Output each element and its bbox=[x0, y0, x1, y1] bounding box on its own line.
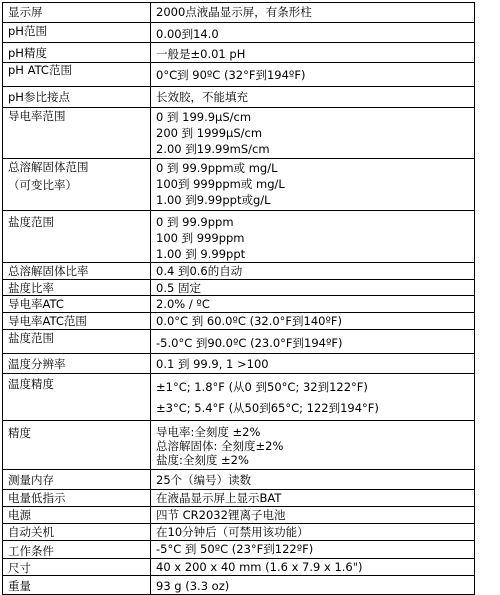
spec-label-cell bbox=[3, 280, 151, 296]
spec-value: 100 到 999ppm bbox=[156, 231, 245, 245]
spec-row bbox=[3, 43, 475, 63]
spec-label: 自动关机 bbox=[8, 525, 54, 539]
spec-label-cell bbox=[3, 108, 151, 159]
spec-value: 四节 CR2032锂离子电池 bbox=[156, 508, 286, 522]
spec-label: 电量低指示 bbox=[8, 491, 66, 505]
spec-label: 测量内存 bbox=[8, 473, 54, 487]
spec-row bbox=[3, 3, 475, 23]
spec-value: 0.5 固定 bbox=[156, 281, 201, 295]
spec-label: 盐度比率 bbox=[8, 281, 54, 295]
spec-row bbox=[3, 354, 475, 374]
spec-row bbox=[3, 559, 475, 576]
spec-label: pH ATC范围 bbox=[8, 63, 72, 77]
spec-value-cell bbox=[151, 159, 475, 211]
spec-value: 200 到 1999µS/cm bbox=[156, 126, 263, 140]
spec-row bbox=[3, 576, 475, 595]
spec-value-cell bbox=[151, 263, 475, 280]
spec-value-cell bbox=[151, 421, 475, 470]
spec-row bbox=[3, 23, 475, 43]
spec-row bbox=[3, 296, 475, 313]
spec-label-cell bbox=[3, 43, 151, 63]
spec-label-cell bbox=[3, 421, 151, 470]
spec-value-cell bbox=[151, 211, 475, 263]
spec-label: 导电率ATC bbox=[8, 297, 64, 311]
spec-value: 2000点液晶显示屏，有条形柱 bbox=[156, 5, 312, 19]
spec-label-cell bbox=[3, 87, 151, 108]
spec-label-cell bbox=[3, 263, 151, 280]
spec-label: 盐度范围 bbox=[8, 215, 54, 229]
spec-row bbox=[3, 63, 475, 87]
spec-value-cell bbox=[151, 524, 475, 541]
spec-row bbox=[3, 524, 475, 541]
spec-value-cell bbox=[151, 280, 475, 296]
spec-value: 在10分钟后（可禁用该功能） bbox=[156, 525, 309, 539]
spec-label: 显示屏 bbox=[8, 5, 43, 19]
spec-value: ±1°C; 1.8°F (从0 到50°C; 32到122°F) bbox=[156, 380, 368, 394]
spec-value: 0.0°C 到 60.0ºC (32.0°F到140ºF) bbox=[156, 314, 343, 328]
spec-label: 电源 bbox=[8, 508, 31, 522]
spec-row bbox=[3, 280, 475, 296]
spec-value: -5.0°C 到90.0ºC (23.0°F到194ºF) bbox=[156, 336, 343, 350]
spec-value-cell bbox=[151, 354, 475, 374]
spec-row bbox=[3, 263, 475, 280]
spec-value: 导电率:全刻度 ±2% bbox=[156, 425, 261, 439]
spec-label-cell bbox=[3, 374, 151, 421]
spec-label-cell bbox=[3, 159, 151, 211]
spec-value: 0 到 99.9ppm或 mg/L bbox=[156, 161, 278, 175]
spec-value-cell bbox=[151, 296, 475, 313]
spec-value-cell bbox=[151, 3, 475, 23]
spec-label: 工作条件 bbox=[8, 544, 54, 558]
spec-row bbox=[3, 541, 475, 559]
spec-value-cell bbox=[151, 576, 475, 595]
spec-value-cell bbox=[151, 43, 475, 63]
spec-row bbox=[3, 313, 475, 330]
spec-value-cell bbox=[151, 108, 475, 159]
spec-label-cell bbox=[3, 541, 151, 559]
spec-row bbox=[3, 159, 475, 211]
spec-table-body bbox=[3, 3, 475, 595]
spec-value: ±3°C; 5.4°F (从50到65°C; 122到194°F) bbox=[156, 401, 379, 415]
spec-value: 长效胶，不能填充 bbox=[156, 90, 248, 104]
spec-label: 盐度范围 bbox=[8, 331, 54, 345]
spec-label: 总溶解固体比率 bbox=[8, 264, 89, 278]
spec-value-cell bbox=[151, 87, 475, 108]
spec-value-cell bbox=[151, 470, 475, 490]
spec-label: 重量 bbox=[8, 579, 31, 593]
spec-value: 2.0% / ºC bbox=[156, 297, 210, 311]
spec-value: 40 x 200 x 40 mm (1.6 x 7.9 x 1.6") bbox=[156, 560, 363, 574]
spec-value-cell bbox=[151, 541, 475, 559]
spec-label-cell bbox=[3, 296, 151, 313]
spec-value: 盐度:全刻度 ±2% bbox=[156, 453, 249, 467]
spec-value-cell bbox=[151, 23, 475, 43]
spec-label: 导电率范围 bbox=[8, 109, 66, 123]
spec-value: 总溶解固体: 全刻度±2% bbox=[156, 439, 284, 453]
spec-table bbox=[2, 2, 475, 595]
spec-label: pH精度 bbox=[8, 46, 47, 60]
spec-label-cell bbox=[3, 559, 151, 576]
spec-value: 100到 999ppm或 mg/L bbox=[156, 177, 285, 191]
spec-value: -5°C 到 50ºC (23°F到122ºF) bbox=[156, 542, 314, 556]
spec-value-cell bbox=[151, 507, 475, 524]
spec-row bbox=[3, 374, 475, 421]
spec-value: 0°C到 90ºC (32°F到194ºF) bbox=[156, 68, 306, 82]
spec-row bbox=[3, 108, 475, 159]
spec-label-cell bbox=[3, 211, 151, 263]
spec-label-cell bbox=[3, 330, 151, 354]
spec-value: 0.00到14.0 bbox=[156, 27, 219, 41]
spec-value-cell bbox=[151, 313, 475, 330]
spec-value: 0.1 到 99.9, 1 >100 bbox=[156, 357, 269, 371]
spec-value: 0.4 到0.6的自动 bbox=[156, 264, 243, 278]
spec-row bbox=[3, 330, 475, 354]
spec-row bbox=[3, 490, 475, 507]
spec-label-cell bbox=[3, 23, 151, 43]
spec-value: 在液晶显示屏上显示BAT bbox=[156, 491, 282, 505]
spec-value: 一般是±0.01 pH bbox=[156, 47, 246, 61]
spec-row bbox=[3, 507, 475, 524]
spec-value: 1.00 到 9.99ppt bbox=[156, 247, 246, 261]
spec-value: 2.00 到19.99mS/cm bbox=[156, 142, 270, 156]
spec-value-cell bbox=[151, 559, 475, 576]
spec-label-cell bbox=[3, 576, 151, 595]
spec-label: pH参比接点 bbox=[8, 90, 70, 104]
spec-label: 导电率ATC范围 bbox=[8, 314, 87, 328]
spec-label-cell bbox=[3, 490, 151, 507]
spec-row bbox=[3, 421, 475, 470]
spec-row bbox=[3, 211, 475, 263]
spec-value: 0 到 99.9ppm bbox=[156, 215, 234, 229]
spec-value-cell bbox=[151, 63, 475, 87]
spec-row bbox=[3, 470, 475, 490]
spec-label-cell bbox=[3, 3, 151, 23]
spec-label: 总溶解固体范围 bbox=[8, 160, 89, 174]
spec-value: 0 到 199.9µS/cm bbox=[156, 110, 252, 124]
spec-label-cell bbox=[3, 313, 151, 330]
spec-value: 25个（编号）读数 bbox=[156, 473, 252, 487]
spec-label: 温度分辨率 bbox=[8, 357, 66, 371]
spec-row bbox=[3, 87, 475, 108]
spec-value: 93 g (3.3 oz) bbox=[156, 579, 230, 593]
spec-label: pH范围 bbox=[8, 24, 47, 38]
spec-label: 精度 bbox=[8, 426, 31, 440]
spec-label-cell bbox=[3, 470, 151, 490]
spec-label: （可变比率） bbox=[8, 178, 77, 192]
spec-value-cell bbox=[151, 330, 475, 354]
spec-label-cell bbox=[3, 63, 151, 87]
spec-label: 温度精度 bbox=[8, 377, 54, 391]
spec-value-cell bbox=[151, 374, 475, 421]
spec-label-cell bbox=[3, 354, 151, 374]
spec-value: 1.00 到9.99ppt或g/L bbox=[156, 193, 271, 207]
spec-value-cell bbox=[151, 490, 475, 507]
spec-label-cell bbox=[3, 507, 151, 524]
spec-label: 尺寸 bbox=[8, 561, 31, 575]
spec-label-cell bbox=[3, 524, 151, 541]
